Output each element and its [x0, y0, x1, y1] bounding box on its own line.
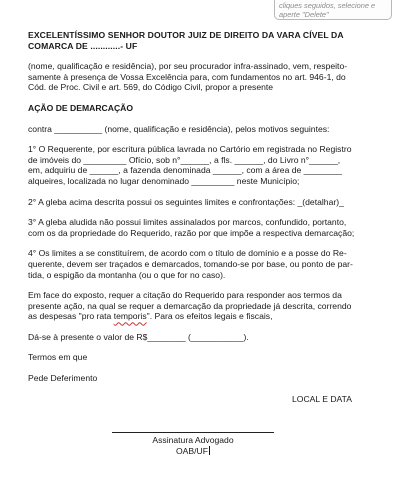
- paragraph-2: 2° A gleba acima descrita possui os seguintes limites e confrontações: _(detalhar)_: [28, 196, 344, 207]
- heading-line: EXCELENTÍSSIMO SENHOR DOUTOR JUIZ DE DIREITO DA VARA CÍVEL DA: [28, 30, 344, 40]
- paragraph-line: alqueires, localizada no lugar denominado _________ neste Município;: [28, 175, 300, 186]
- document-heading: [28, 30, 364, 51]
- paragraph-4: [28, 248, 364, 280]
- heading-line: COMARCA DE ............- UF: [28, 40, 138, 51]
- paragraph-line: Em face do exposto, requer a citação do Requerido para responder aos termos da: [28, 290, 342, 301]
- paragraph-line: [28, 311, 364, 322]
- paragraph-line: em, adquiriu de ______, a fazenda denominada ______, com a área de ________: [28, 165, 342, 176]
- paragraph-line: samente à presença de Vossa Excelência para, com fundamentos no art. 946-1, do: [28, 71, 346, 82]
- instruction-tooltip: [274, 0, 392, 20]
- paragraph-line: querente, devem ser traçados e demarcados, tomando-se por base, ou ponto de par-: [28, 258, 353, 269]
- text-segment: as despesas "pro rata: [28, 311, 114, 322]
- spellcheck-flagged-word: temporis: [113, 311, 147, 322]
- paragraph-line: 3° A gleba aludida não possui limites assinalados por marcos, confundido, portanto,: [28, 217, 347, 228]
- text-segment: ". Para os efeitos legais e fiscais,: [146, 311, 273, 322]
- action-title: AÇÃO DE DEMARCAÇÃO: [28, 102, 134, 113]
- intro-paragraph: [28, 61, 364, 93]
- paragraph-line: presente ação, na qual se requer a demarcação da propriedade já descrita, correndo: [28, 300, 352, 311]
- pede-line: Pede Deferimento: [28, 373, 98, 384]
- text-cursor: [209, 446, 210, 455]
- paragraph-line: 4° Os limites a se constituírem, de acordo com o título de domínio e a posse do Re-: [28, 248, 347, 259]
- paragraph-line: (nome, qualificação e residência), por seu procurador infra-assinado, vem, respeito-: [28, 61, 348, 72]
- valor-line: Dá-se à presente o valor de R$________ (___________).: [28, 331, 249, 342]
- paragraph-3: [28, 217, 364, 238]
- termos-line: Termos em que: [28, 352, 88, 363]
- paragraph-line: de imóveis do _________ Ofício, sob n°______, a fls. ______, do Livro n°______,: [28, 154, 341, 165]
- signature-line: [112, 432, 274, 433]
- paragraph-line: tida, o espigão da montanha (ou o que for no caso).: [28, 269, 226, 280]
- paragraph-5: [28, 290, 364, 322]
- paragraph-line: com os da propriedade do Requerido, razão por que impõe a respectiva demarcação;: [28, 227, 355, 238]
- signature-oab: OAB/UF: [176, 445, 208, 456]
- paragraph-1: [28, 144, 364, 186]
- contra-paragraph: contra __________ (nome, qualificação e residência), pelos motivos seguintes:: [28, 123, 330, 134]
- document-body[interactable]: [28, 30, 364, 404]
- local-data-line: LOCAL E DATA: [291, 393, 352, 404]
- paragraph-line: 1° O Requerente, por escritura pública lavrada no Cartório em registrada no Registro: [28, 144, 352, 155]
- signature-block: [112, 435, 274, 456]
- paragraph-line: Cód. de Proc. Civil e art. 569, do Código Civil, propor a presente: [28, 82, 274, 93]
- tooltip-line: aperte "Delete": [279, 10, 329, 19]
- tooltip-line: cliques seguidos, selecione e: [279, 1, 376, 10]
- signature-name: Assinatura Advogado: [152, 435, 234, 445]
